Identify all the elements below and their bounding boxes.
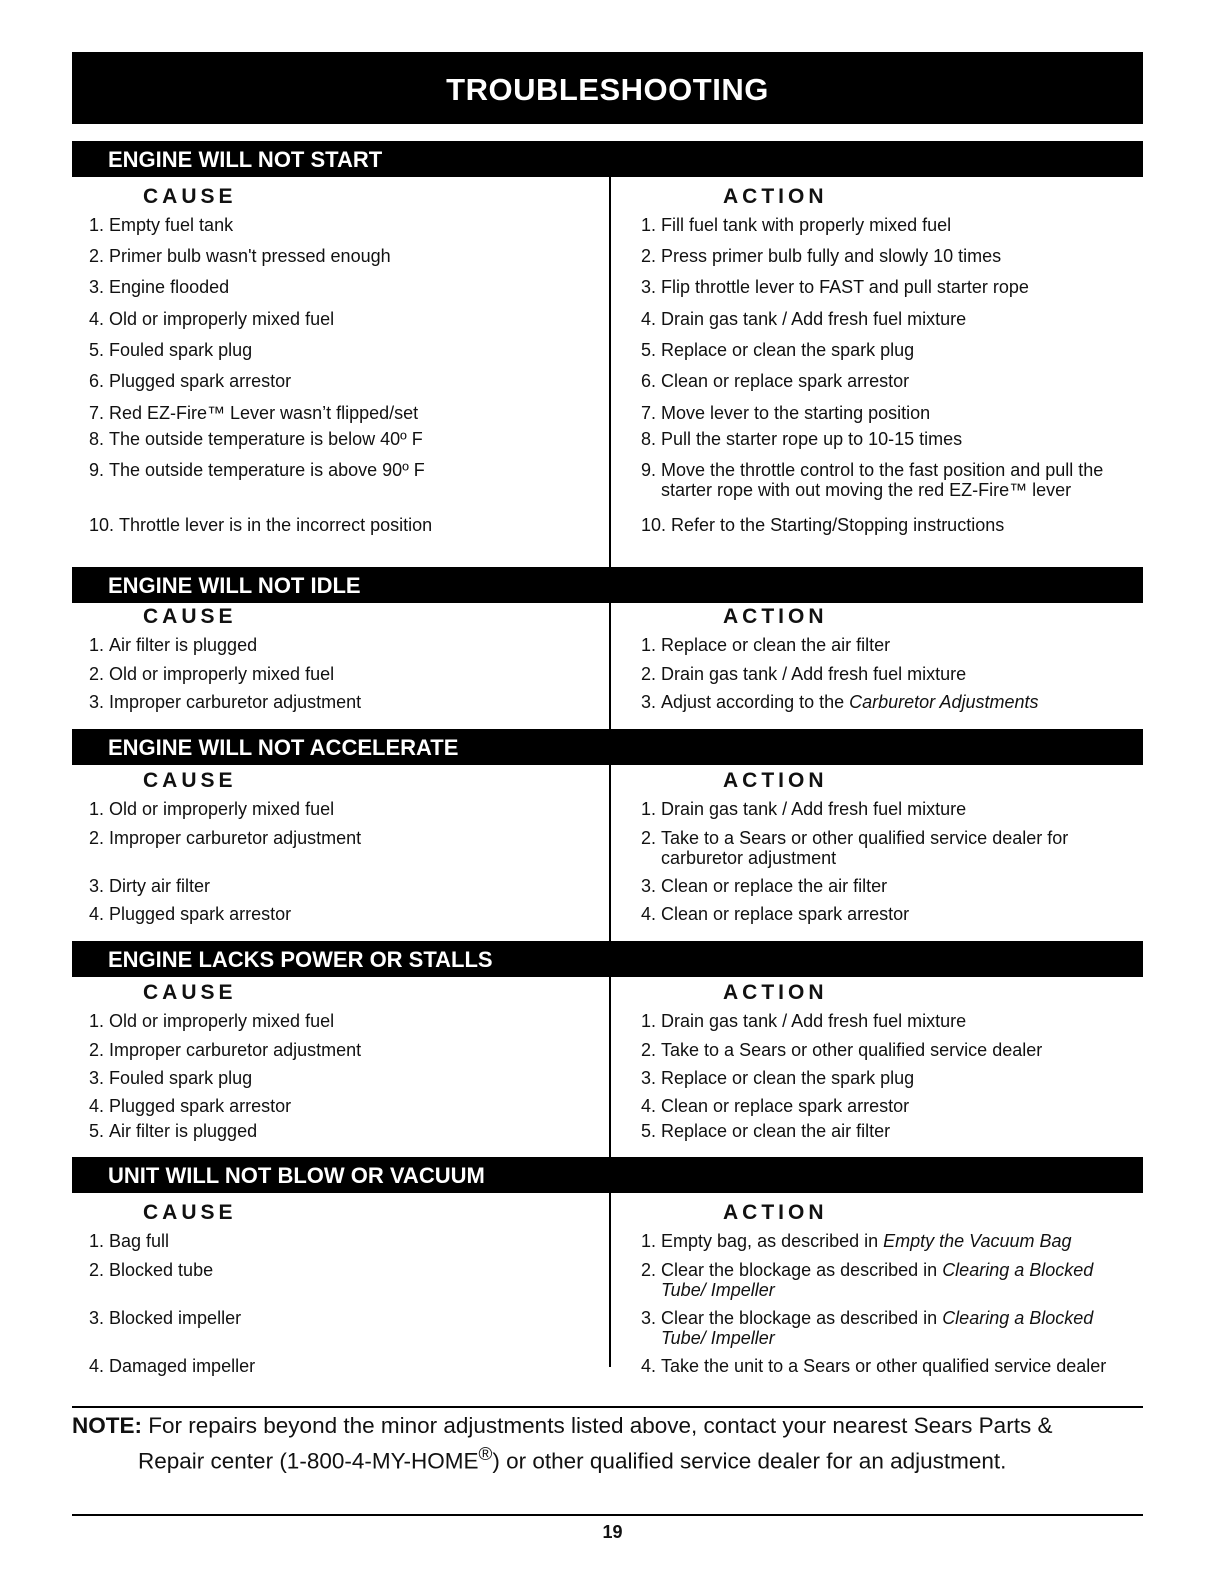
cause-column [72, 1193, 611, 1376]
action-item-text [661, 215, 1135, 235]
action-item [641, 340, 1135, 360]
cause-action-columns [72, 1193, 1143, 1376]
cause-item-text [109, 371, 601, 391]
cause-item [89, 1121, 601, 1141]
cause-item [89, 1356, 601, 1376]
cause-action-columns [72, 977, 1143, 1157]
cause-item-number: 5. [89, 1121, 110, 1141]
cause-item [89, 1068, 601, 1088]
cause-column-header: CAUSE [143, 1201, 237, 1224]
cause-item-text [109, 1308, 601, 1328]
cause-item-text [109, 828, 601, 848]
cause-item-number: 1. [89, 1231, 110, 1251]
action-item-number: 2. [641, 664, 662, 684]
action-item [641, 1068, 1135, 1088]
section-4 [72, 1157, 1143, 1376]
cause-item-text [109, 403, 601, 423]
action-item-text-plain: Drain gas tank / Add fresh fuel mixture [661, 309, 967, 329]
cause-item [89, 1231, 601, 1251]
cause-item-text [109, 904, 601, 924]
cause-item-number: 2. [89, 1040, 110, 1060]
action-item-text [661, 1040, 1135, 1060]
cause-item [89, 692, 601, 712]
troubleshooting-page [72, 52, 1143, 1376]
action-item-text [661, 429, 1135, 449]
cause-item [89, 799, 601, 819]
cause-column-header: CAUSE [143, 185, 237, 208]
cause-item-text-plain: Blocked tube [109, 1260, 214, 1280]
action-item-text [661, 635, 1135, 655]
action-item-text-plain: Replace or clean the air filter [661, 1121, 891, 1141]
cause-item [89, 876, 601, 896]
cause-item-number: 1. [89, 1011, 110, 1031]
action-item-number: 9. [641, 460, 662, 480]
cause-item [89, 1040, 601, 1060]
action-item [641, 1356, 1135, 1376]
cause-item-text-plain: Old or improperly mixed fuel [109, 799, 335, 819]
action-item-text [671, 515, 1135, 535]
cause-item-text [109, 1011, 601, 1031]
cause-item-text [109, 246, 601, 266]
cause-item-text-plain: Engine flooded [109, 277, 230, 297]
action-item-number: 2. [641, 1040, 662, 1060]
action-item-text-plain: Replace or clean the air filter [661, 635, 891, 655]
cause-column [72, 603, 611, 729]
action-item-text [661, 1308, 1135, 1348]
cause-item-text [109, 1260, 601, 1280]
action-item [641, 1096, 1135, 1116]
cause-item-text-plain: The outside temperature is above 90º F [109, 460, 425, 480]
cause-item-text-plain: Air filter is plugged [109, 635, 258, 655]
cause-item-number: 5. [89, 340, 110, 360]
action-item-text-plain: Clear the blockage as described in [661, 1260, 943, 1280]
action-item-text [661, 371, 1135, 391]
note-label: NOTE: [72, 1413, 142, 1438]
cause-action-columns [72, 177, 1143, 567]
section-heading: UNIT WILL NOT BLOW OR VACUUM [72, 1157, 1143, 1193]
action-item-text [661, 1231, 1135, 1251]
action-item-text [661, 1356, 1135, 1376]
cause-item-text [109, 876, 601, 896]
cause-item [89, 371, 601, 391]
cause-item [89, 904, 601, 924]
action-item-number: 4. [641, 1356, 662, 1376]
action-item-text [661, 460, 1135, 500]
cause-item-number: 10. [89, 515, 120, 535]
cause-item-number: 3. [89, 1308, 110, 1328]
cause-item-number: 4. [89, 1096, 110, 1116]
action-item-text-plain: Move lever to the starting position [661, 403, 931, 423]
section-3 [72, 941, 1143, 1157]
action-item [641, 664, 1135, 684]
cause-item-number: 3. [89, 1068, 110, 1088]
cause-item-text [109, 215, 601, 235]
cause-item-text-plain: Improper carburetor adjustment [109, 1040, 362, 1060]
cause-item-text-plain: Empty fuel tank [109, 215, 234, 235]
action-item [641, 1011, 1135, 1031]
action-column [611, 177, 1143, 567]
cause-item [89, 429, 601, 449]
action-item-number: 1. [641, 1231, 662, 1251]
cause-item [89, 460, 601, 480]
cause-item-text-plain: Blocked impeller [109, 1308, 242, 1328]
action-item-number: 5. [641, 1121, 662, 1141]
cause-item-text-plain: Air filter is plugged [109, 1121, 258, 1141]
cause-item-text [109, 1121, 601, 1141]
cause-item-number: 3. [89, 277, 110, 297]
cause-action-columns [72, 765, 1143, 941]
action-column-header: ACTION [723, 769, 828, 792]
repair-note [72, 1412, 1152, 1476]
action-item-text [661, 1068, 1135, 1088]
cause-item [89, 1011, 601, 1031]
cause-item-text [109, 635, 601, 655]
section-heading: ENGINE WILL NOT IDLE [72, 567, 1143, 603]
cause-item-text-plain: The outside temperature is below 40º F [109, 429, 423, 449]
action-item [641, 215, 1135, 235]
cause-item-number: 6. [89, 371, 110, 391]
action-item-text-plain: Flip throttle lever to FAST and pull starter rope [661, 277, 1029, 297]
cause-item-number: 7. [89, 403, 110, 423]
cause-item-number: 4. [89, 904, 110, 924]
cause-item-text [109, 664, 601, 684]
cause-item [89, 664, 601, 684]
action-item-text-plain: Empty bag, as described in [661, 1231, 884, 1251]
action-item [641, 403, 1135, 423]
cause-item-text-plain: Old or improperly mixed fuel [109, 309, 335, 329]
action-item-text-plain: Clean or replace the air filter [661, 876, 888, 896]
cause-item-text [109, 429, 601, 449]
cause-item-text [109, 277, 601, 297]
cause-column [72, 977, 611, 1157]
cause-item-number: 2. [89, 246, 110, 266]
page-title: TROUBLESHOOTING [72, 52, 1143, 124]
cause-item-number: 4. [89, 1356, 110, 1376]
cause-item-text-plain: Red EZ-Fire™ Lever wasn’t flipped/set [109, 403, 419, 423]
cause-item [89, 215, 601, 235]
note-line-2-post: ) or other qualified service dealer for an adjustment. [492, 1448, 1007, 1474]
cause-item-text-plain: Bag full [109, 1231, 170, 1251]
section-2 [72, 729, 1143, 941]
action-item-text-plain: Replace or clean the spark plug [661, 1068, 915, 1088]
cause-item-text-plain: Improper carburetor adjustment [109, 692, 362, 712]
section-1 [72, 567, 1143, 729]
action-item-text [661, 277, 1135, 297]
action-item-text-plain: Adjust according to the [661, 692, 850, 712]
cause-item-number: 1. [89, 215, 110, 235]
action-item-text-plain: Move the throttle control to the fast position and pull the starter rope with out moving the red EZ-Fire™ lever [661, 460, 1104, 500]
cause-item-text-plain: Damaged impeller [109, 1356, 256, 1376]
action-item-number: 4. [641, 904, 662, 924]
action-item-number: 3. [641, 692, 662, 712]
action-item-text-plain: Take to a Sears or other qualified service dealer [661, 1040, 1043, 1060]
cause-item-text-plain: Throttle lever is in the incorrect position [119, 515, 433, 535]
action-item-text-plain: Press primer bulb fully and slowly 10 times [661, 246, 1002, 266]
action-item-text-plain: Replace or clean the spark plug [661, 340, 915, 360]
cause-item-text [109, 1356, 601, 1376]
section-0 [72, 141, 1143, 567]
action-item [641, 1040, 1135, 1060]
registered-mark: ® [478, 1443, 493, 1464]
action-item-text [661, 309, 1135, 329]
action-item [641, 309, 1135, 329]
action-item-text [661, 876, 1135, 896]
section-heading: ENGINE WILL NOT ACCELERATE [72, 729, 1143, 765]
cause-item-number: 1. [89, 799, 110, 819]
action-item-text-italic: Clearing a Blocked Tube/ Impeller [661, 1308, 1094, 1348]
action-column-header: ACTION [723, 1201, 828, 1224]
cause-column-header: CAUSE [143, 981, 237, 1004]
action-item-text [661, 1011, 1135, 1031]
cause-item-text [119, 515, 601, 535]
action-item-number: 8. [641, 429, 662, 449]
action-item-number: 1. [641, 635, 662, 655]
cause-item-text-plain: Plugged spark arrestor [109, 904, 292, 924]
action-item-text-plain: Fill fuel tank with properly mixed fuel [661, 215, 952, 235]
cause-column [72, 765, 611, 941]
cause-item-text-plain: Old or improperly mixed fuel [109, 1011, 335, 1031]
action-item-number: 2. [641, 828, 662, 848]
cause-item-number: 3. [89, 692, 110, 712]
action-item-number: 4. [641, 309, 662, 329]
action-column [611, 977, 1143, 1157]
action-item [641, 515, 1135, 535]
action-item [641, 828, 1135, 868]
action-column [611, 765, 1143, 941]
cause-item-text-plain: Plugged spark arrestor [109, 1096, 292, 1116]
action-item-text-italic: Carburetor Adjustments [849, 692, 1039, 712]
action-item-text [661, 1260, 1135, 1300]
action-item-number: 10. [641, 515, 672, 535]
action-item-text [661, 1096, 1135, 1116]
cause-item-text [109, 1040, 601, 1060]
cause-item-text [109, 460, 601, 480]
cause-item [89, 246, 601, 266]
action-item-text-plain: Take the unit to a Sears or other qualified service dealer [661, 1356, 1107, 1376]
action-item-number: 3. [641, 876, 662, 896]
action-item [641, 1231, 1135, 1251]
cause-item-text [109, 692, 601, 712]
note-line-2-pre: Repair center (1-800-4-MY-HOME [138, 1448, 479, 1474]
action-item-text [661, 340, 1135, 360]
cause-item-number: 8. [89, 429, 110, 449]
sections-container [72, 141, 1143, 1376]
action-item-text-italic: Clearing a Blocked Tube/ Impeller [661, 1260, 1094, 1300]
action-item-number: 3. [641, 277, 662, 297]
cause-item [89, 1260, 601, 1280]
action-item [641, 1121, 1135, 1141]
cause-item-text-plain: Fouled spark plug [109, 340, 253, 360]
action-item [641, 371, 1135, 391]
action-item [641, 635, 1135, 655]
action-item-text [661, 246, 1135, 266]
action-item [641, 876, 1135, 896]
action-item-text-plain: Clean or replace spark arrestor [661, 371, 910, 391]
action-item-text [661, 692, 1135, 712]
action-item-text-plain: Refer to the Starting/Stopping instructions [671, 515, 1005, 535]
action-item-text [661, 403, 1135, 423]
cause-item-number: 2. [89, 664, 110, 684]
action-item-text [661, 664, 1135, 684]
cause-item [89, 515, 601, 535]
action-item-text [661, 904, 1135, 924]
action-item-number: 5. [641, 340, 662, 360]
action-item [641, 692, 1135, 712]
action-item [641, 904, 1135, 924]
cause-item-text [109, 1096, 601, 1116]
cause-item-text [109, 1231, 601, 1251]
cause-item-number: 1. [89, 635, 110, 655]
action-item-text-plain: Take to a Sears or other qualified service dealer for carburetor adjustment [661, 828, 1069, 868]
action-item [641, 799, 1135, 819]
cause-item [89, 1096, 601, 1116]
cause-item-text [109, 340, 601, 360]
cause-item-text [109, 309, 601, 329]
action-column-header: ACTION [723, 185, 828, 208]
action-column [611, 1193, 1143, 1376]
action-item-text [661, 799, 1135, 819]
action-item-text-italic: Empty the Vacuum Bag [883, 1231, 1072, 1251]
action-item [641, 246, 1135, 266]
cause-item [89, 309, 601, 329]
action-item-number: 3. [641, 1068, 662, 1088]
action-item [641, 277, 1135, 297]
cause-item-number: 2. [89, 828, 110, 848]
cause-item-text-plain: Plugged spark arrestor [109, 371, 292, 391]
cause-action-columns [72, 603, 1143, 729]
page-number: 19 [602, 1522, 623, 1542]
cause-item-text-plain: Old or improperly mixed fuel [109, 664, 335, 684]
action-item [641, 460, 1135, 500]
cause-item-text [109, 1068, 601, 1088]
action-item-text-plain: Clear the blockage as described in [661, 1308, 943, 1328]
action-item-number: 6. [641, 371, 662, 391]
cause-item [89, 635, 601, 655]
cause-item-text-plain: Improper carburetor adjustment [109, 828, 362, 848]
cause-column-header: CAUSE [143, 769, 237, 792]
action-item-text-plain: Drain gas tank / Add fresh fuel mixture [661, 799, 967, 819]
action-item-number: 1. [641, 1011, 662, 1031]
action-item-text-plain: Drain gas tank / Add fresh fuel mixture [661, 664, 967, 684]
cause-item-number: 3. [89, 876, 110, 896]
action-item-number: 1. [641, 799, 662, 819]
action-item [641, 1308, 1135, 1348]
action-item-text [661, 828, 1135, 868]
note-top-rule [72, 1406, 1143, 1408]
cause-item [89, 340, 601, 360]
action-item-number: 2. [641, 1260, 662, 1280]
footer-rule [72, 1514, 1143, 1516]
action-item-text-plain: Clean or replace spark arrestor [661, 1096, 910, 1116]
section-heading: ENGINE WILL NOT START [72, 141, 1143, 177]
note-line-1: For repairs beyond the minor adjustments listed above, contact your nearest Sears Parts & [142, 1413, 1053, 1438]
cause-item-number: 9. [89, 460, 110, 480]
action-item-text-plain: Drain gas tank / Add fresh fuel mixture [661, 1011, 967, 1031]
cause-column [72, 177, 611, 567]
cause-item [89, 1308, 601, 1328]
section-heading: ENGINE LACKS POWER OR STALLS [72, 941, 1143, 977]
action-item-text-plain: Pull the starter rope up to 10-15 times [661, 429, 963, 449]
cause-item-text-plain: Fouled spark plug [109, 1068, 253, 1088]
cause-item [89, 277, 601, 297]
action-item-text-plain: Clean or replace spark arrestor [661, 904, 910, 924]
action-column-header: ACTION [723, 605, 828, 628]
action-item [641, 429, 1135, 449]
action-item-number: 3. [641, 1308, 662, 1328]
cause-item-number: 2. [89, 1260, 110, 1280]
cause-column-header: CAUSE [143, 605, 237, 628]
action-column-header: ACTION [723, 981, 828, 1004]
action-column [611, 603, 1143, 729]
action-item-text [661, 1121, 1135, 1141]
action-item-number: 1. [641, 215, 662, 235]
cause-item-text [109, 799, 601, 819]
action-item-number: 2. [641, 246, 662, 266]
cause-item-text-plain: Primer bulb wasn't pressed enough [109, 246, 391, 266]
action-item [641, 1260, 1135, 1300]
action-item-number: 7. [641, 403, 662, 423]
cause-item-number: 4. [89, 309, 110, 329]
cause-item [89, 403, 601, 423]
cause-item-text-plain: Dirty air filter [109, 876, 211, 896]
action-item-number: 4. [641, 1096, 662, 1116]
cause-item [89, 828, 601, 848]
